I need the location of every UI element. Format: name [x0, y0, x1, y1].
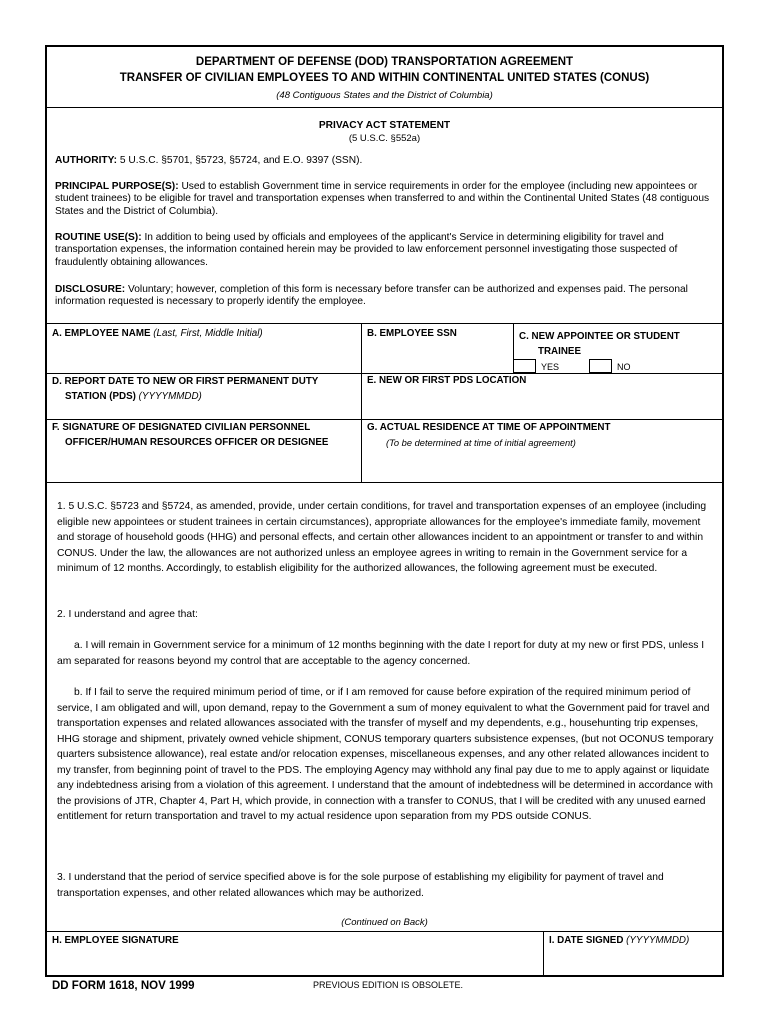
yes-checkbox[interactable]: [513, 359, 536, 373]
pds-location-label: E. NEW OR FIRST PDS LOCATION: [367, 375, 527, 386]
privacy-act-statement: [47, 108, 722, 324]
transportation-agreement-form: [45, 45, 724, 977]
employee-name-label: A. EMPLOYEE NAME: [52, 328, 151, 339]
report-date-label-2: STATION (PDS): [65, 390, 136, 402]
grid-divider: [47, 482, 722, 483]
grid-divider: [47, 373, 722, 374]
personnel-signature-field[interactable]: [52, 421, 357, 481]
no-checkbox[interactable]: [589, 359, 612, 373]
employee-ssn-label: B. EMPLOYEE SSN: [367, 328, 457, 339]
personnel-signature-label-2: OFFICER/HUMAN RESOURCES OFFICER OR DESIGNEE: [65, 436, 329, 448]
actual-residence-label: G. ACTUAL RESIDENCE AT TIME OF APPOINTMENT: [367, 422, 611, 433]
date-signed-field[interactable]: [549, 935, 719, 975]
authority-text: 5 U.S.C. §5701, §5723, §5724, and E.O. 9397 (SSN).: [119, 155, 363, 166]
report-date-label: D. REPORT DATE TO NEW OR FIRST PERMANENT DUTY: [52, 376, 319, 387]
routine-text: In addition to being used by officials and employees of the applicant's Service in determining eligibility for travel and transportation expenses, the information contained herein may be provided to law enforcement personnel investigating those suspected of fraudulently obtaining allowances.: [55, 232, 678, 268]
grid-divider: [543, 931, 544, 977]
report-date-hint: (YYYYMMDD): [138, 390, 202, 402]
new-appointee-label: C. NEW APPOINTEE OR STUDENT: [519, 331, 680, 342]
agreement-paragraph-3: 3. I understand that the period of service specified above is for the sole purpose of establishing my eligibility for payment of travel and transportation expenses, and other related allowances which may be authorized.: [57, 872, 664, 899]
grid-divider: [361, 324, 362, 482]
agreement-paragraph-2: 2. I understand and agree that:: [57, 609, 198, 620]
form-title: DEPARTMENT OF DEFENSE (DOD) TRANSPORTATION AGREEMENT: [195, 56, 574, 68]
pds-location-field[interactable]: [367, 375, 717, 418]
purpose-paragraph: [55, 181, 717, 218]
form-header: [47, 47, 722, 108]
date-signed-hint: (YYYYMMDD): [626, 935, 690, 946]
agreement-paragraph-2a: a. I will remain in Government service for a minimum of 12 months beginning with the date I report for duty at my new or first PDS, unless I am separated for reasons beyond my control that are acceptable to the agency concerned.: [57, 640, 705, 667]
disclosure-paragraph: [55, 284, 717, 309]
privacy-cite: (5 U.S.C. §552a): [348, 133, 421, 144]
authority-label: AUTHORITY:: [55, 155, 118, 166]
authority-paragraph: [55, 155, 717, 167]
purpose-label: PRINCIPAL PURPOSE(S):: [55, 181, 179, 192]
report-date-field[interactable]: [52, 375, 357, 418]
new-appointee-label-2: TRAINEE: [538, 346, 582, 357]
employee-signature-field[interactable]: [52, 935, 537, 975]
form-number: DD FORM 1618, NOV 1999: [52, 980, 195, 992]
privacy-title: PRIVACY ACT STATEMENT: [318, 120, 451, 131]
actual-residence-hint: (To be determined at time of initial agreement): [386, 437, 576, 448]
employee-ssn-field[interactable]: [367, 328, 509, 372]
agreement-paragraph-2b: b. If I fail to serve the required minimum period of time, or if I am removed for cause before expiration of the required minimum period of service, I am obligated and will, upon demand, repay to the Government a sum of money equivalent to what the Government paid for travel and transportation expenses and related allowances associated with the transfer of myself and my dependents, e.g., househunting trip expenses, HHG storage and shipment, privately owned vehicle shipment, CONUS temporary quarters subsistence expenses, (but not OCONUS temporary quarters subsistence allowance), real estate and/or relocation expenses, miscellaneous expenses, and any other related allowances incident to my transfer, from beginning point of travel to the PDS. The employing Agency may withhold any final pay due to me to apply against or liquidate any indebtedness arising from a violation of this agreement. I understand that the amount of indebtedness will be determined in accordance with the provisions of JTR, Chapter 4, Part H, which provide, in connection with a transfer to CONUS, that I will be credited with any unused earned entitlement for return transportation and travel to my actual residence upon separation from my PDS outside CONUS.: [57, 687, 714, 822]
personnel-signature-label: F. SIGNATURE OF DESIGNATED CIVILIAN PERSONNEL: [52, 422, 311, 433]
no-label: NO: [617, 362, 631, 372]
form-subtitle: TRANSFER OF CIVILIAN EMPLOYEES TO AND WITHIN CONTINENTAL UNITED STATES (CONUS): [119, 72, 650, 84]
yes-label: YES: [541, 362, 560, 372]
routine-use-paragraph: [55, 232, 717, 269]
routine-label: ROUTINE USE(S):: [55, 232, 142, 243]
actual-residence-field[interactable]: [367, 421, 717, 481]
grid-divider: [47, 931, 722, 932]
employee-signature-label: H. EMPLOYEE SIGNATURE: [52, 935, 179, 946]
agreement-paragraph-1: 1. 5 U.S.C. §5723 and §5724, as amended, provide, under certain conditions, for travel and transportation expenses of an employee (including eligible new appointees or student trainees in certain circumstances), appropriate allowances for the employee's immediate family, movement and storage of household goods (HHG) and personal effects, and certain other allowances incident to an appointment or transfer to and within CONUS. Under the law, the allowances are not authorized unless an employee agrees in writing to remain in the Government service for a minimum of 12 months. Accordingly, to establish eligibility for the authorized allowances, the following agreement must be executed.: [57, 501, 707, 574]
disclosure-label: DISCLOSURE:: [55, 284, 126, 295]
form-scope-note: (48 Contiguous States and the District of Columbia): [276, 90, 493, 101]
date-signed-label: I. DATE SIGNED: [549, 935, 624, 946]
employee-name-field[interactable]: [52, 328, 357, 372]
grid-divider: [47, 419, 722, 420]
obsolete-notice: PREVIOUS EDITION IS OBSOLETE.: [313, 980, 464, 990]
purpose-text: Used to establish Government time in service requirements in order for the employee (including new appointees or student trainees) to be eligible for travel and transportation expenses when transferred to and within the Continental United States (48 contiguous States and the District of Columbia).: [55, 181, 710, 217]
employee-name-hint: (Last, First, Middle Initial): [153, 328, 263, 339]
continued-note: (Continued on Back): [341, 917, 428, 928]
disclosure-text: Voluntary; however, completion of this form is necessary before transfer can be authorized and expenses paid. The personal information requested is necessary to properly identify the employee.: [55, 284, 688, 308]
